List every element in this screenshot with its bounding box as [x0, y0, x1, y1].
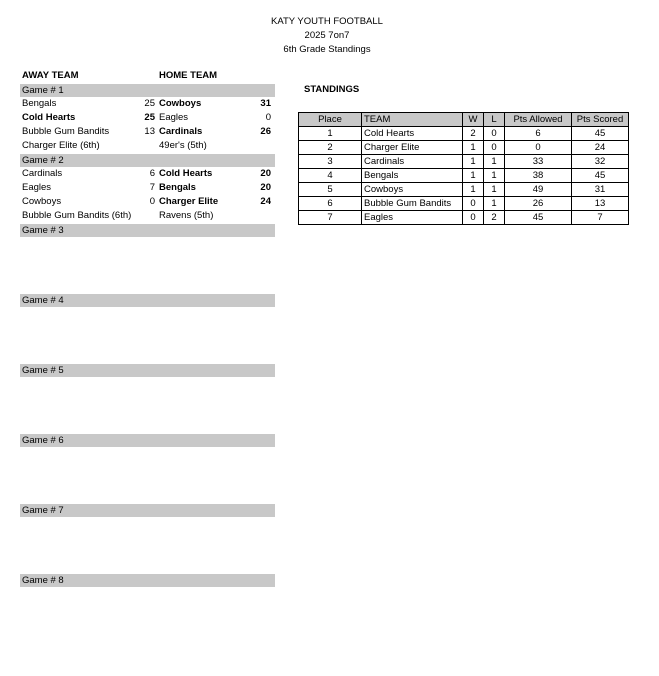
pts-scored-cell: 13: [572, 197, 629, 211]
losses-cell: 1: [484, 197, 505, 211]
standings-title: STANDINGS: [304, 84, 360, 95]
matchup-row: [20, 111, 275, 125]
game-header: Game # 8: [20, 574, 275, 587]
away-team-header: AWAY TEAM: [22, 70, 79, 81]
losses-cell: 0: [484, 127, 505, 141]
place-cell: 4: [299, 169, 362, 183]
away-team: Bengals: [22, 98, 57, 109]
losses-cell: 1: [484, 155, 505, 169]
standings-row: [299, 183, 629, 197]
away-team: Cold Hearts: [22, 112, 76, 123]
game-header: Game # 4: [20, 294, 275, 307]
wins-cell: 1: [463, 141, 484, 155]
game-header: Game # 7: [20, 504, 275, 517]
away-score: 25: [144, 98, 155, 109]
losses-cell: 1: [484, 183, 505, 197]
away-team: Cowboys: [22, 196, 62, 207]
home-team: Eagles: [159, 112, 189, 123]
matchup-row: [20, 125, 275, 139]
season-title: 2025 7on7: [304, 30, 350, 41]
standings-row: [299, 197, 629, 211]
wins-cell: 1: [463, 169, 484, 183]
home-score: 20: [260, 168, 271, 179]
wins-cell: 0: [463, 197, 484, 211]
away-score: 13: [144, 126, 155, 137]
team-cell: Bengals: [362, 169, 463, 183]
home-score: 31: [260, 98, 271, 109]
away-score: 7: [149, 182, 155, 193]
home-score: 0: [265, 112, 271, 123]
pts-allowed-cell: 0: [505, 141, 572, 155]
home-score: 24: [260, 196, 271, 207]
away-score: 6: [149, 168, 155, 179]
col-team: TEAM: [362, 113, 463, 127]
team-cell: Bubble Gum Bandits: [362, 197, 463, 211]
pts-allowed-cell: 26: [505, 197, 572, 211]
matchup-row: [20, 139, 275, 153]
pts-scored-cell: 45: [572, 127, 629, 141]
home-team: Cold Hearts: [159, 168, 213, 179]
standings-table: [298, 112, 629, 225]
home-team: Cowboys: [159, 98, 202, 109]
pts-scored-cell: 31: [572, 183, 629, 197]
league-title: KATY YOUTH FOOTBALL: [271, 16, 383, 27]
standings-row: [299, 141, 629, 155]
matchup-row: [20, 181, 275, 195]
team-cell: Cold Hearts: [362, 127, 463, 141]
away-team: Cardinals: [22, 168, 63, 179]
place-cell: 5: [299, 183, 362, 197]
losses-cell: 1: [484, 169, 505, 183]
place-cell: 7: [299, 211, 362, 225]
pts-allowed-cell: 6: [505, 127, 572, 141]
standings-row: [299, 155, 629, 169]
division-title: 6th Grade Standings: [283, 44, 371, 55]
home-score: 20: [260, 182, 271, 193]
home-team: 49er's (5th): [159, 140, 207, 151]
game-header: Game # 1: [20, 84, 275, 97]
matchup-row: [20, 209, 275, 223]
team-cell: Eagles: [362, 211, 463, 225]
standings-row: [299, 127, 629, 141]
losses-cell: 2: [484, 211, 505, 225]
matchup-row: [20, 97, 275, 111]
matchup-row: [20, 195, 275, 209]
home-team: Charger Elite: [159, 196, 219, 207]
away-team: Bubble Gum Bandits: [22, 126, 110, 137]
wins-cell: 1: [463, 183, 484, 197]
place-cell: 1: [299, 127, 362, 141]
wins-cell: 2: [463, 127, 484, 141]
wins-cell: 1: [463, 155, 484, 169]
away-team: Charger Elite (6th): [22, 140, 100, 151]
pts-scored-cell: 45: [572, 169, 629, 183]
pts-scored-cell: 32: [572, 155, 629, 169]
pts-allowed-cell: 49: [505, 183, 572, 197]
team-cell: Charger Elite: [362, 141, 463, 155]
home-team: Cardinals: [159, 126, 203, 137]
home-team: Ravens (5th): [159, 210, 214, 221]
place-cell: 3: [299, 155, 362, 169]
losses-cell: 0: [484, 141, 505, 155]
game-header: Game # 5: [20, 364, 275, 377]
standings-header-row: [299, 113, 629, 127]
home-team: Bengals: [159, 182, 196, 193]
col-place: Place: [299, 113, 362, 127]
wins-cell: 0: [463, 211, 484, 225]
place-cell: 2: [299, 141, 362, 155]
matchup-row: [20, 167, 275, 181]
col-wins: W: [463, 113, 484, 127]
pts-allowed-cell: 45: [505, 211, 572, 225]
col-losses: L: [484, 113, 505, 127]
game-header: Game # 6: [20, 434, 275, 447]
home-score: 26: [260, 126, 271, 137]
team-cell: Cardinals: [362, 155, 463, 169]
pts-allowed-cell: 38: [505, 169, 572, 183]
pts-scored-cell: 24: [572, 141, 629, 155]
game-header: Game # 3: [20, 224, 275, 237]
home-team-header: HOME TEAM: [159, 70, 218, 81]
away-team: Eagles: [22, 182, 52, 193]
away-score: 0: [149, 196, 155, 207]
standings-row: [299, 211, 629, 225]
pts-allowed-cell: 33: [505, 155, 572, 169]
game-header: Game # 2: [20, 154, 275, 167]
team-cell: Cowboys: [362, 183, 463, 197]
col-pts-allowed: Pts Allowed: [505, 113, 572, 127]
standings-row: [299, 169, 629, 183]
place-cell: 6: [299, 197, 362, 211]
col-pts-scored: Pts Scored: [572, 113, 629, 127]
away-score: 25: [144, 112, 155, 123]
pts-scored-cell: 7: [572, 211, 629, 225]
away-team: Bubble Gum Bandits (6th): [22, 210, 132, 221]
